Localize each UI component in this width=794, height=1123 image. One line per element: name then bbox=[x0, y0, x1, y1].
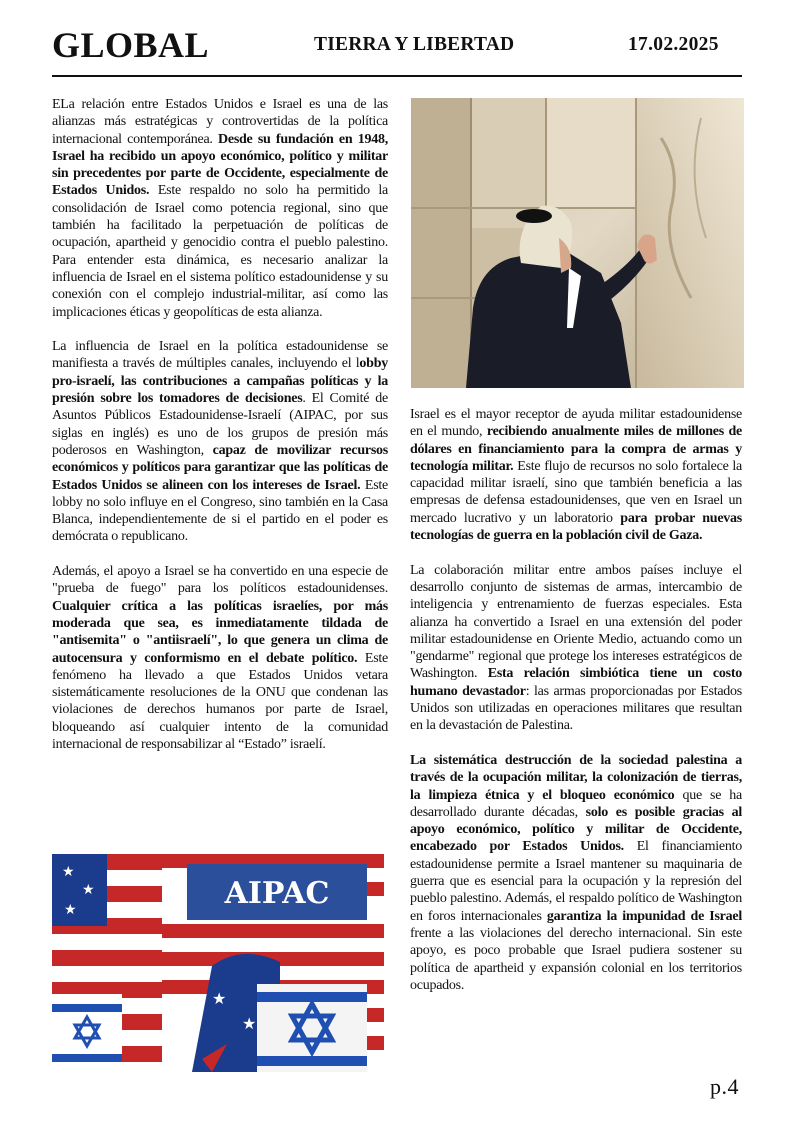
body-text: ELa relación entre Estados Unidos e Israel es una de las alianzas más estratégicas y controvertidas de la política internacional contemporánea. bbox=[52, 97, 388, 147]
right-column bbox=[410, 406, 742, 1011]
emphasized-text: Desde su fundación en 1948, Israel ha recibido un apoyo económico, político y militar sin precedentes por parte de Occidente, especialmente de Estados Unidos. bbox=[52, 131, 388, 199]
emphasized-text: solo es posible gracias al apoyo económico, político y militar de Occidente, encabezado por Estados Unidos. bbox=[410, 804, 742, 855]
svg-text:★: ★ bbox=[242, 1014, 257, 1033]
aipac-flags-image bbox=[52, 854, 384, 1072]
body-text: La colaboración militar entre ambos países incluye el desarrollo conjunto de sistemas de armas, intercambio de inteligencia y entrenamiento de fuerzas especiales. Esta alianza ha convertido a Israel en una extensión del poder militar estadounidense en Oriente Medio, actuando como un "gendarme" regional que protege los intereses estratégicos de Washington. bbox=[410, 562, 742, 682]
emphasized-text: Cualquier crítica a las políticas israelíes, por más moderada que sea, es inmediatamente tildada de "antisemita" o "antiisraelí", lo que genera un clima de autocensura y conformismo en el debate político. bbox=[52, 598, 388, 666]
emphasized-text: garantiza la impunidad de Israel bbox=[546, 908, 742, 924]
left-column bbox=[52, 96, 388, 771]
body-text: : las armas proporcionadas por Estados Unidos son utilizadas en operaciones militares que resultan en la devastación de Palestina. bbox=[410, 683, 743, 734]
body-text: El financiamiento estadounidense permite a Israel mantener su maquinaria de guerra que es esencial para la ocupación y la represión del pueblo palestino. Además, el respaldo político de Washington en foros internacionales bbox=[410, 839, 742, 924]
western-wall-photo bbox=[411, 98, 744, 388]
emphasized-text: recibiendo anualmente miles de millones de dólares en financiamiento para la compra de armas y tecnología militar. bbox=[410, 424, 742, 474]
body-text: frente a las violaciones del derecho internacional. Sin este apoyo, es poco probable que Israel pudiera sostener su política de apartheid y expansión colonial en los territorios ocupados. bbox=[410, 925, 742, 993]
body-text: Este fenómeno ha llevado a que Estados Unidos vetara sistemáticamente resoluciones de la ONU que condenan las violaciones de derechos humanos por parte de Israel, bloqueando así cualquier intento de la comunidad internacional de responsabilizar al “Estado” israelí. bbox=[52, 650, 388, 752]
header-divider bbox=[52, 75, 742, 77]
body-text: Además, el apoyo a Israel se ha convertido en una especie de "prueba de fuego" para los políticos estadounidenses. bbox=[52, 564, 388, 597]
section-name: GLOBAL bbox=[52, 25, 210, 65]
article-paragraph bbox=[52, 563, 388, 753]
emphasized-text: Esta relación simbiótica tiene un costo humano devastador bbox=[410, 666, 742, 699]
article-paragraph bbox=[52, 338, 388, 546]
western-wall-illustration bbox=[411, 98, 744, 388]
page-header bbox=[0, 0, 794, 80]
body-text: La influencia de Israel en la política estadounidense se manifiesta a través de múltiples canales, incluyendo el l bbox=[52, 339, 388, 372]
article-paragraph bbox=[410, 752, 742, 994]
emphasized-text: obby pro-israelí, las contribuciones a campañas políticas y la presión sobre los tomadores de decisiones bbox=[52, 356, 388, 407]
svg-text:★: ★ bbox=[62, 864, 75, 880]
body-text: Israel es el mayor receptor de ayuda militar estadounidense en el mundo, bbox=[410, 407, 742, 440]
page-number: p.4 bbox=[710, 1074, 739, 1099]
body-text: Este lobby no solo influye en el Congreso, sino también en la Casa Blanca, independientemente de si el partido en el poder es demócrata o republicano. bbox=[52, 477, 388, 545]
publication-title: TIERRA Y LIBERTAD bbox=[314, 34, 515, 55]
article-paragraph bbox=[52, 96, 388, 321]
body-text: que se ha desarrollado durante décadas, bbox=[410, 787, 742, 820]
issue-date: 17.02.2025 bbox=[628, 34, 719, 55]
svg-text:★: ★ bbox=[82, 882, 95, 898]
svg-text:★: ★ bbox=[64, 902, 77, 918]
aipac-flags-illustration bbox=[52, 854, 384, 1072]
svg-text:★: ★ bbox=[212, 989, 227, 1008]
body-text: Este respaldo no solo ha permitido la consolidación de Israel como potencia regional, sino que también ha facilitado la perpetuación de políticas de ocupación, apartheid y genocidio contra el pueblo palestino. Para entender esta dinámica, es necesario analizar la influencia de Israel en el sistema político estadounidense y su conexión con el complejo industrial-militar, así como las implicaciones éticas y geopolíticas de esta alianza. bbox=[52, 183, 389, 320]
emphasized-text: La sistemática destrucción de la sociedad palestina a través de la ocupación militar, la colonización de tierras, la limpieza étnica y el bloqueo económico bbox=[410, 752, 742, 803]
article-paragraph bbox=[410, 562, 742, 735]
body-text: Este flujo de recursos no solo fortalece la capacidad militar israelí, sino que también beneficia a las empresas de defensa estadounidenses, que ven en Israel un mercado lucrativo y un laboratorio bbox=[410, 458, 743, 526]
article-paragraph bbox=[410, 406, 742, 544]
aipac-banner-text: AIPAC bbox=[224, 876, 330, 911]
emphasized-text: capaz de movilizar recursos económicos y políticos para garantizar que las políticas de Estados Unidos se alineen con los intereses de Israel. bbox=[52, 442, 388, 493]
emphasized-text: para probar nuevas tecnologías de guerra en la población civil de Gaza. bbox=[410, 510, 742, 544]
body-text: . El Comité de Asuntos Públicos Estadounidense-Israelí (AIPAC, por sus siglas en inglés) es uno de los grupos de presión más poderosos en Washington, bbox=[52, 391, 388, 458]
